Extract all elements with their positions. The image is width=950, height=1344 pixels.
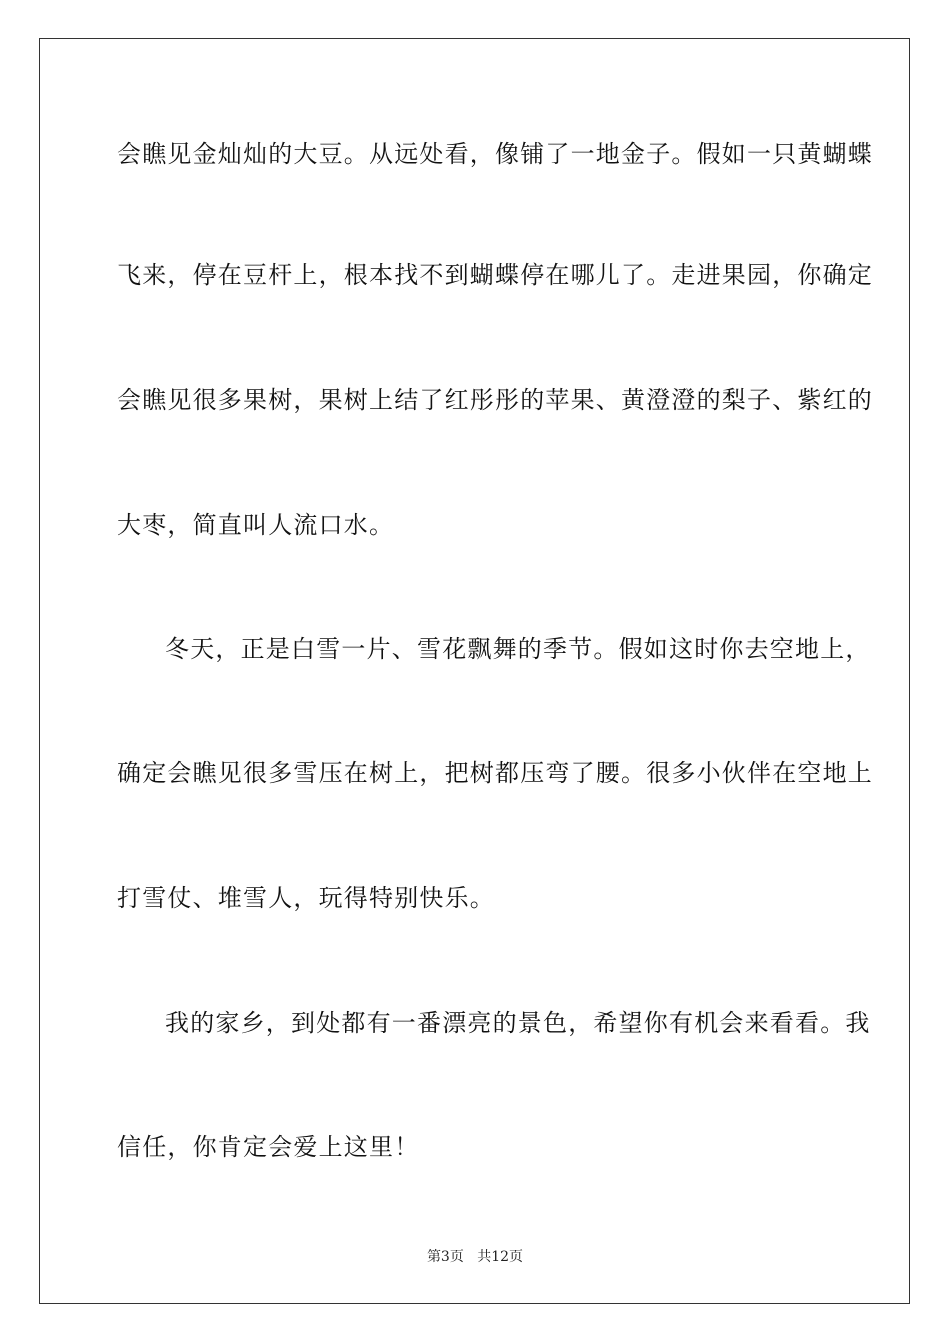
page-footer (0, 1247, 950, 1267)
page-total: 共12页 (477, 1249, 524, 1265)
paragraph-line: 飞来，停在豆杆上，根本找不到蝴蝶停在哪儿了。走进果园，你确定 (117, 261, 873, 289)
paragraph-line: 冬天，正是白雪一片、雪花飘舞的季节。假如这时你去空地上， (165, 635, 871, 663)
paragraph-line: 大枣，简直叫人流口水。 (117, 511, 395, 539)
paragraph-line: 我的家乡，到处都有一番漂亮的景色，希望你有机会来看看。我 (165, 1009, 871, 1037)
page-border (39, 38, 910, 1304)
paragraph-line: 打雪仗、堆雪人，玩得特别快乐。 (117, 884, 495, 912)
page-number: 第3页 (426, 1249, 464, 1265)
paragraph-line: 会瞧见金灿灿的大豆。从远处看，像铺了一地金子。假如一只黄蝴蝶 (117, 140, 873, 168)
paragraph-line: 会瞧见很多果树，果树上结了红彤彤的苹果、黄澄澄的梨子、紫红的 (117, 386, 873, 414)
paragraph-line: 确定会瞧见很多雪压在树上，把树都压弯了腰。很多小伙伴在空地上 (117, 759, 873, 787)
paragraph-line: 信任，你肯定会爱上这里！ (117, 1133, 420, 1161)
